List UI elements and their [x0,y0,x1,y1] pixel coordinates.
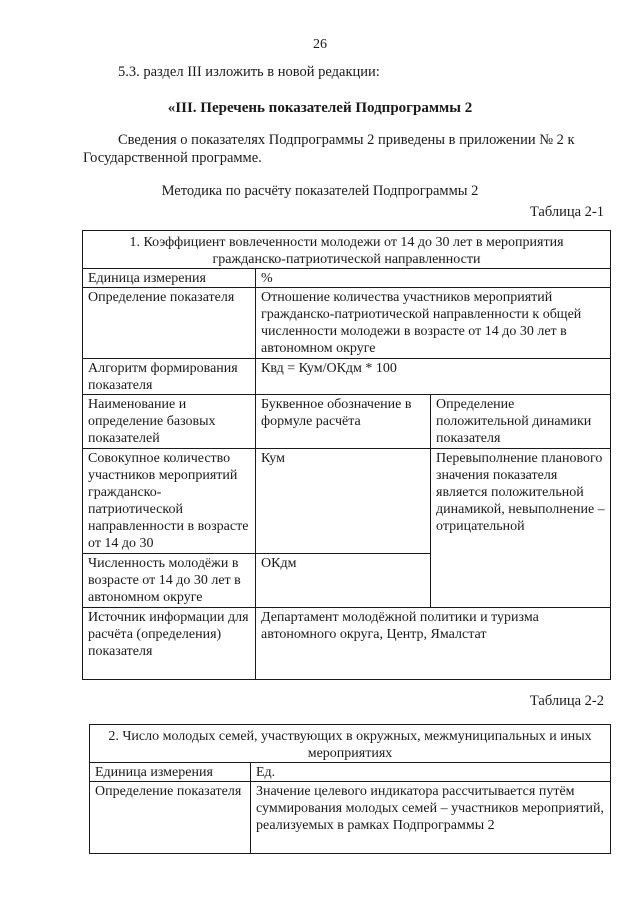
table-2-label: Таблица 2-2 [529,693,604,709]
youth-count-symbol: ОКдм [256,554,431,608]
definition-value: Отношение количества участников мероприятий гражданско-патриотической направленности к общей численности молодежи в возрасте от 14 до 30 лет в автономном округе [256,288,611,359]
methodology-title: Методика по расчёту показателей Подпрограммы 2 [161,183,479,199]
source-label: Источник информации для расчёта (определения) показателя [83,608,256,680]
unit-label: Единица измерения [83,269,256,288]
table-1-title: 1. Коэффициент вовлеченности молодежи от 14 до 30 лет в мероприятия гражданско-патриотической направленности [83,231,611,269]
table-1-label: Таблица 2-1 [529,204,604,220]
algorithm-formula: Квд = Кум/ОКдм * 100 [256,359,611,395]
amendment-intro: 5.3. раздел III изложить в новой редакции: [118,64,380,80]
unit-value: Ед. [251,763,611,782]
page-number: 26 [313,37,327,52]
participants-count-symbol: Кум [256,449,431,554]
youth-count-label: Численность молодёжи в возрасте от 14 до 30 лет в автономном округе [83,554,256,608]
unit-label: Единица измерения [90,763,251,782]
section-heading: «III. Перечень показателей Подпрограммы 2 [167,100,473,116]
participants-count-label: Совокупное количество участников мероприятий гражданско-патриотической направленности в возрасте от 14 до 30 [83,449,256,554]
unit-value: % [256,269,611,288]
base-indicators-header: Наименование и определение базовых показателей [83,395,256,449]
table-2-title: 2. Число молодых семей, участвующих в окружных, межмуниципальных и иных мероприятиях [90,725,611,763]
source-value: Департамент молодёжной политики и туризма автономного округа, Центр, Ямалстат [256,608,611,680]
letter-designation-header: Буквенное обозначение в формуле расчёта [256,395,431,449]
definition-label: Определение показателя [83,288,256,359]
definition-label: Определение показателя [90,782,251,854]
indicator-table-1 [82,230,611,680]
positive-dynamics-header: Определение положительной динамики показателя [431,395,611,449]
intro-paragraph: Сведения о показателях Подпрограммы 2 приведены в приложении № 2 к Государственной программе. [83,132,575,166]
positive-dynamics-text: Перевыполнение планового значения показателя является положительной динамикой, невыполнение – отрицательной [431,449,611,608]
definition-value: Значение целевого индикатора рассчитывается путём суммирования молодых семей – участников мероприятий, реализуемых в рамках Подпрограммы 2 [251,782,611,854]
algorithm-label: Алгоритм формирования показателя [83,359,256,395]
indicator-table-2 [89,724,611,854]
